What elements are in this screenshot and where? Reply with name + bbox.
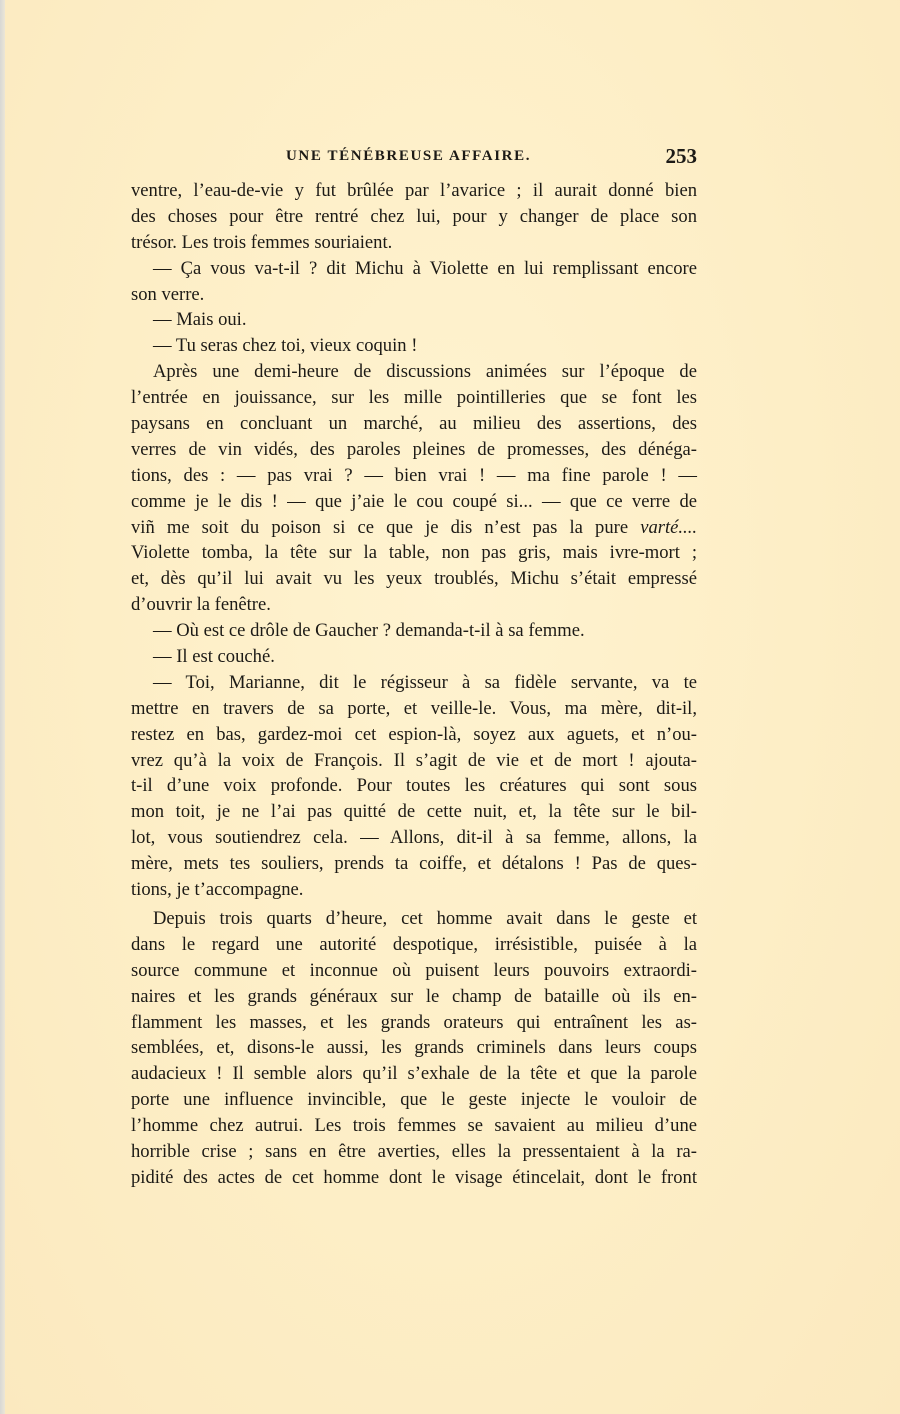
text-line: restez en bas, gardez-moi cet espion-là, soyez aux aguets, et n’ou- (131, 723, 697, 745)
text-line: mon toit, je ne l’ai pas quitté de cette nuit, et, la tête sur le bil- (131, 801, 697, 823)
text-line: Après une demi-heure de discussions animées sur l’époque de (153, 361, 697, 383)
text-line: trésor. Les trois femmes souriaient. (131, 231, 393, 253)
text-line: audacieux ! Il semble alors qu’il s’exhale de la tête et que la parole (131, 1063, 697, 1085)
text-line: des choses pour être rentré chez lui, pour y changer de place son (131, 205, 697, 227)
text-line: son verre. (131, 283, 205, 305)
text-line: horrible crise ; sans en être averties, elles la pressentaient à la ra- (131, 1140, 697, 1162)
text-line-with-italic (131, 515, 697, 541)
italic-word: varté.... (640, 516, 697, 538)
text-line: tions, des : — pas vrai ? — bien vrai ! — ma fine parole ! — (131, 464, 697, 486)
text-line: mère, mets tes souliers, prends ta coiffe, et détalons ! Pas de ques- (131, 853, 697, 875)
text-segment: viñ me soit du poison si ce que je dis n’est pas la pure (131, 516, 629, 538)
text-line: — Il est couché. (153, 646, 275, 668)
text-line: lot, vous soutiendrez cela. — Allons, dit-il à sa femme, allons, la (131, 827, 697, 849)
text-line: — Tu seras chez toi, vieux coquin ! (153, 335, 418, 357)
scan-edge (0, 0, 5, 1414)
text-line: vrez qu’à la voix de François. Il s’agit de vie et de mort ! ajouta- (131, 749, 697, 771)
text-line: t-il d’une voix profonde. Pour toutes les créatures qui sont sous (131, 775, 697, 797)
text-line: paysans en concluant un marché, au milieu des assertions, des (131, 413, 697, 435)
text-line: l’homme chez autrui. Les trois femmes se savaient au milieu d’une (131, 1115, 697, 1137)
text-line: ventre, l’eau-de-vie y fut brûlée par l’avarice ; il aurait donné bien (131, 180, 697, 201)
text-line: — Où est ce drôle de Gaucher ? demanda-t-il à sa femme. (153, 620, 585, 642)
text-line: semblées, et, disons-le aussi, les grands criminels dans leurs coups (131, 1037, 697, 1059)
running-title: UNE TÉNÉBREUSE AFFAIRE. (286, 148, 532, 164)
body-text (131, 178, 697, 1191)
text-line: et, dès qu’il lui avait vu les yeux troublés, Michu s’était empressé (131, 568, 697, 590)
text-line: — Ça vous va-t-il ? dit Michu à Violette en lui remplissant encore (153, 257, 697, 279)
text-line: porte une influence invincible, que le geste injecte le vouloir de (131, 1089, 697, 1111)
text-line: tions, je t’accompagne. (131, 879, 304, 901)
text-line: dans le regard une autorité despotique, irrésistible, puisée à la (131, 933, 697, 955)
text-line: pidité des actes de cet homme dont le visage étincelait, dont le front (131, 1166, 697, 1188)
text-line: Violette tomba, la tête sur la table, non pas gris, mais ivre-mort ; (131, 542, 697, 564)
text-line: — Toi, Marianne, dit le régisseur à sa fidèle servante, va te (153, 671, 697, 693)
text-line: — Mais oui. (153, 309, 247, 331)
text-line: naires et les grands généraux sur le champ de bataille où ils en- (131, 985, 697, 1007)
text-line: verres de vin vidés, des paroles pleines de promesses, des dénéga- (131, 438, 697, 460)
text-line: comme je le dis ! — que j’aie le cou coupé si... — que ce verre de (131, 490, 697, 512)
page-number: 253 (665, 144, 697, 168)
text-line: mettre en travers de sa porte, et veille-le. Vous, ma mère, dit-il, (131, 697, 697, 719)
text-line: flamment les masses, et les grands orateurs qui entraînent les as- (131, 1011, 697, 1033)
page-header (131, 146, 697, 170)
text-line: Depuis trois quarts d’heure, cet homme avait dans le geste et (153, 907, 697, 929)
text-line: l’entrée en jouissance, sur les mille pointilleries que se font les (131, 387, 697, 409)
text-line: source commune et inconnue où puisent leurs pouvoirs extraordi- (131, 959, 697, 981)
text-line: d’ouvrir la fenêtre. (131, 594, 271, 616)
